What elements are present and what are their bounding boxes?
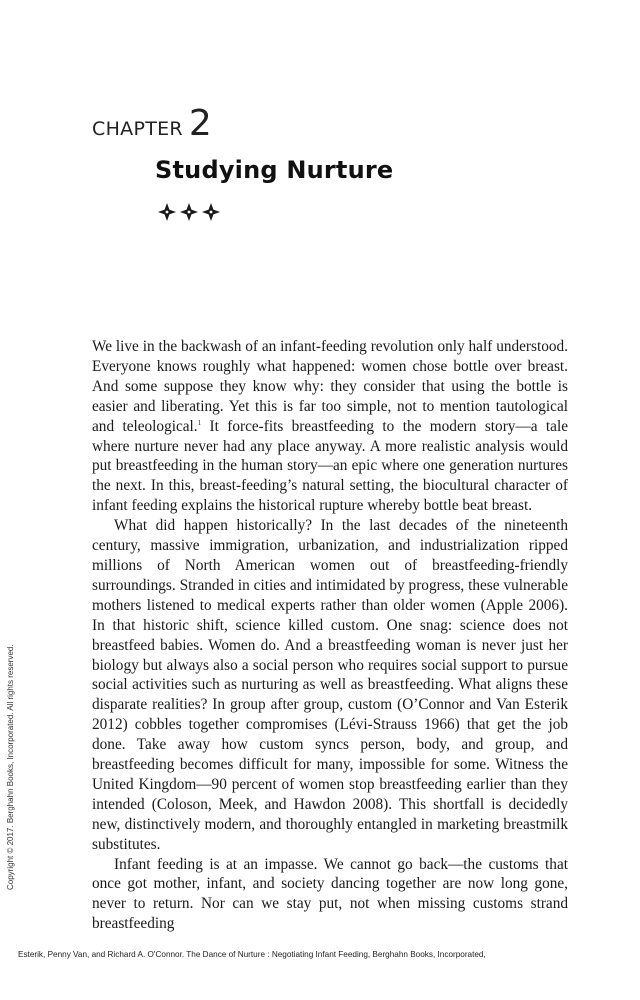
triple-fleuron-ornament-icon (157, 202, 221, 222)
paragraph: What did happen historically? In the last decades of the nineteenth century, massive immigration, urbanization, and industrialization ripped millions of North American women out of breastfeeding-friendly surroundings. Stranded in cities and intimidated by progress, these vulnerable mothers listened to medical experts rather than older women (Apple 2006). In that historic shift, science killed custom. One snag: science does not breastfeed babies. Women do. And a breastfeeding woman is never just her biology but always also a social person who requires social support to pursue social activities such as nurturing as well as breastfeeding. What aligns these disparate realities? In group after group, custom (O’Connor and Van Esterik 2012) cobbles together compromises (Lévi-Strauss 1966) that get the job done. Take away how custom syncs person, body, and group, and breastfeeding becomes difficult for many, impossible for some. Witness the United Kingdom—90 percent of women stop breastfeeding earlier than they intended (Coloson, Meek, and Hawdon 2008). This shortfall is decidedly new, distinctively modern, and thoroughly entangled in marketing breastmilk substitutes. (92, 517, 568, 853)
chapter-label: CHAPTER (92, 118, 183, 140)
fleuron-icon (201, 202, 221, 222)
source-citation: Esterik, Penny Van, and Richard A. O'Connor. The Dance of Nurture : Negotiating Infant Feeding, Berghahn Books, Incorporated, (18, 950, 486, 959)
copyright-notice: Copyright © 2017. Berghahn Books, Incorporated. All rights reserved. (6, 644, 15, 890)
chapter-body (92, 337, 568, 934)
paragraph (92, 337, 568, 516)
fleuron-icon (179, 202, 199, 222)
footnote-marker[interactable]: 1 (197, 418, 202, 427)
paragraph-text-continued: It force-fits breastfeeding to the modern story—a tale where nurture never had any place anyway. A more realistic analysis would put breastfeeding in the human story—an epic where one generation nurtures the next. In this, breast-feeding’s natural setting, the biocultural character of infant feeding explains the historical rupture whereby bottle beat breast. (92, 417, 568, 515)
chapter-title: Studying Nurture (155, 156, 394, 184)
chapter-number: 2 (188, 103, 212, 144)
fleuron-icon (157, 202, 177, 222)
chapter-heading (92, 103, 212, 144)
paragraph: Infant feeding is at an impasse. We cannot go back—the customs that once got mother, infant, and society dancing together are now long gone, never to return. Nor can we stay put, not when missing customs strand breastfeeding (92, 855, 568, 933)
paragraph-text: We live in the backwash of an infant-feeding revolution only half understood. Everyone knows roughly what happened: women chose bottle over breast. And some suppose they know why: they consider that using the bottle is easier and liberating. Yet this is far too simple, not to mention tautological and teleological. (92, 338, 568, 435)
